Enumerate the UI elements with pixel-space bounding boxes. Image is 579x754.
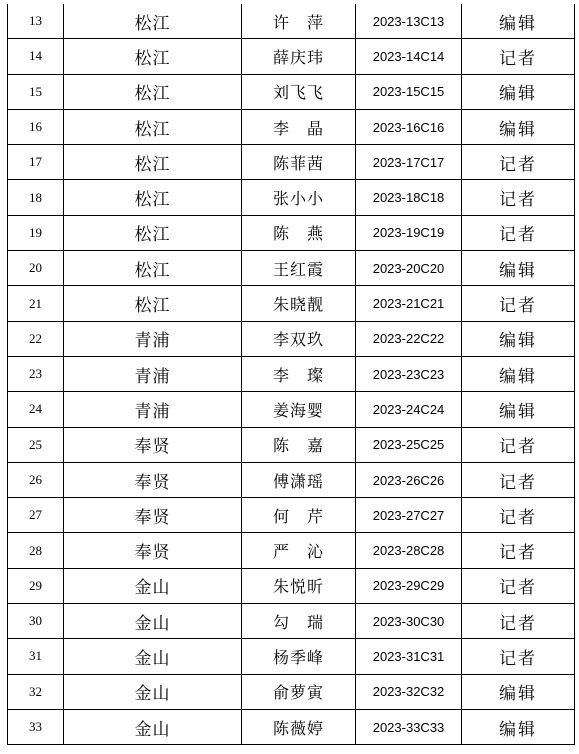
row-number: 16 (8, 109, 64, 144)
code-cell: 2023-31C31 (356, 639, 462, 674)
code-cell: 2023-25C25 (356, 427, 462, 462)
row-number: 32 (8, 674, 64, 709)
table-row (8, 639, 575, 674)
role-cell: 编辑 (462, 674, 575, 709)
role-cell: 记者 (462, 533, 575, 568)
code-cell: 2023-17C17 (356, 145, 462, 180)
region-cell: 松江 (64, 109, 242, 144)
role-cell: 编辑 (462, 74, 575, 109)
table-row (8, 74, 575, 109)
table-row (8, 286, 575, 321)
name-cell: 严 沁 (242, 533, 356, 568)
region-cell: 金山 (64, 604, 242, 639)
table-row (8, 251, 575, 286)
table-row (8, 498, 575, 533)
name-cell: 姜海婴 (242, 392, 356, 427)
row-number: 33 (8, 709, 64, 744)
role-cell: 编辑 (462, 392, 575, 427)
code-cell: 2023-29C29 (356, 568, 462, 603)
role-cell: 记者 (462, 286, 575, 321)
name-cell: 杨季峰 (242, 639, 356, 674)
name-cell: 陈菲茜 (242, 145, 356, 180)
table-row (8, 604, 575, 639)
code-cell: 2023-18C18 (356, 180, 462, 215)
name-cell: 张小小 (242, 180, 356, 215)
roster-table (7, 4, 575, 745)
code-cell: 2023-30C30 (356, 604, 462, 639)
code-cell: 2023-16C16 (356, 109, 462, 144)
table-row (8, 462, 575, 497)
name-cell: 傅潇瑶 (242, 462, 356, 497)
name-cell: 陈 嘉 (242, 427, 356, 462)
role-cell: 编辑 (462, 356, 575, 391)
region-cell: 金山 (64, 568, 242, 603)
name-cell: 李 璨 (242, 356, 356, 391)
region-cell: 松江 (64, 180, 242, 215)
region-cell: 松江 (64, 286, 242, 321)
role-cell: 记者 (462, 498, 575, 533)
code-cell: 2023-19C19 (356, 215, 462, 250)
code-cell: 2023-24C24 (356, 392, 462, 427)
region-cell: 奉贤 (64, 498, 242, 533)
name-cell: 薛庆玮 (242, 39, 356, 74)
role-cell: 记者 (462, 180, 575, 215)
region-cell: 金山 (64, 674, 242, 709)
row-number: 27 (8, 498, 64, 533)
role-cell: 编辑 (462, 251, 575, 286)
table-row (8, 427, 575, 462)
region-cell: 青浦 (64, 321, 242, 356)
row-number: 21 (8, 286, 64, 321)
code-cell: 2023-15C15 (356, 74, 462, 109)
name-cell: 刘飞飞 (242, 74, 356, 109)
code-cell: 2023-14C14 (356, 39, 462, 74)
code-cell: 2023-22C22 (356, 321, 462, 356)
name-cell: 朱晓靓 (242, 286, 356, 321)
table-row (8, 215, 575, 250)
code-cell: 2023-32C32 (356, 674, 462, 709)
role-cell: 编辑 (462, 109, 575, 144)
role-cell: 记者 (462, 568, 575, 603)
table-row (8, 39, 575, 74)
row-number: 24 (8, 392, 64, 427)
table-row (8, 533, 575, 568)
role-cell: 编辑 (462, 709, 575, 744)
row-number: 18 (8, 180, 64, 215)
row-number: 23 (8, 356, 64, 391)
name-cell: 陈薇婷 (242, 709, 356, 744)
name-cell: 勾 瑞 (242, 604, 356, 639)
table-row (8, 356, 575, 391)
row-number: 28 (8, 533, 64, 568)
name-cell: 何 芹 (242, 498, 356, 533)
name-cell: 陈 燕 (242, 215, 356, 250)
code-cell: 2023-33C33 (356, 709, 462, 744)
name-cell: 王红霞 (242, 251, 356, 286)
table-row (8, 674, 575, 709)
role-cell: 记者 (462, 39, 575, 74)
code-cell: 2023-20C20 (356, 251, 462, 286)
roster-table-body (8, 4, 575, 745)
code-cell: 2023-26C26 (356, 462, 462, 497)
table-row (8, 145, 575, 180)
role-cell: 编辑 (462, 321, 575, 356)
name-cell: 俞萝寅 (242, 674, 356, 709)
name-cell: 朱悦昕 (242, 568, 356, 603)
region-cell: 松江 (64, 39, 242, 74)
code-cell: 2023-27C27 (356, 498, 462, 533)
region-cell: 松江 (64, 74, 242, 109)
region-cell: 松江 (64, 4, 242, 39)
name-cell: 李双玖 (242, 321, 356, 356)
table-row (8, 180, 575, 215)
region-cell: 奉贤 (64, 462, 242, 497)
region-cell: 金山 (64, 639, 242, 674)
role-cell: 记者 (462, 639, 575, 674)
table-row (8, 321, 575, 356)
row-number: 15 (8, 74, 64, 109)
role-cell: 记者 (462, 427, 575, 462)
role-cell: 记者 (462, 145, 575, 180)
role-cell: 记者 (462, 215, 575, 250)
region-cell: 青浦 (64, 356, 242, 391)
region-cell: 青浦 (64, 392, 242, 427)
region-cell: 奉贤 (64, 533, 242, 568)
row-number: 26 (8, 462, 64, 497)
role-cell: 记者 (462, 462, 575, 497)
region-cell: 松江 (64, 251, 242, 286)
table-row (8, 392, 575, 427)
role-cell: 记者 (462, 604, 575, 639)
code-cell: 2023-13C13 (356, 4, 462, 39)
row-number: 31 (8, 639, 64, 674)
region-cell: 金山 (64, 709, 242, 744)
region-cell: 松江 (64, 145, 242, 180)
row-number: 22 (8, 321, 64, 356)
row-number: 29 (8, 568, 64, 603)
row-number: 25 (8, 427, 64, 462)
name-cell: 李 晶 (242, 109, 356, 144)
role-cell: 编辑 (462, 4, 575, 39)
table-row (8, 4, 575, 39)
code-cell: 2023-21C21 (356, 286, 462, 321)
name-cell: 许 萍 (242, 4, 356, 39)
table-row (8, 109, 575, 144)
table-row (8, 568, 575, 603)
row-number: 13 (8, 4, 64, 39)
row-number: 19 (8, 215, 64, 250)
row-number: 20 (8, 251, 64, 286)
region-cell: 奉贤 (64, 427, 242, 462)
code-cell: 2023-23C23 (356, 356, 462, 391)
table-row (8, 709, 575, 744)
code-cell: 2023-28C28 (356, 533, 462, 568)
row-number: 14 (8, 39, 64, 74)
region-cell: 松江 (64, 215, 242, 250)
row-number: 30 (8, 604, 64, 639)
row-number: 17 (8, 145, 64, 180)
